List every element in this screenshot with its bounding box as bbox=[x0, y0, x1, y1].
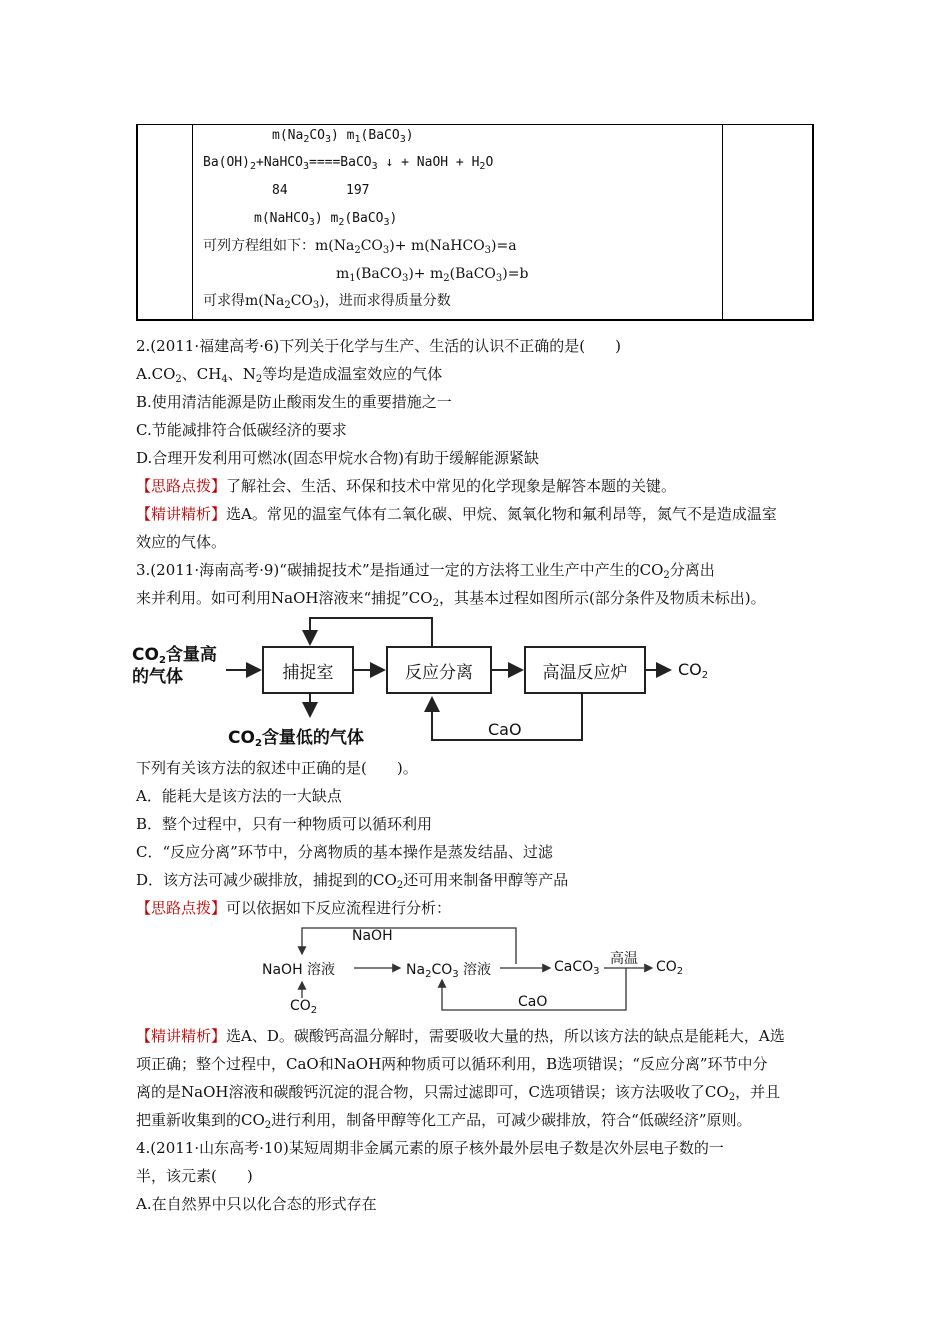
table-row-1: $m(Na_2CO_3)$ $m_1(BaCO_3)$ bbox=[272, 128, 414, 145]
q3-hint: 【思路点拨】可以依据如下反应流程进行分析： bbox=[136, 899, 452, 917]
q2-answer-2: 效应的气体。 bbox=[136, 533, 227, 551]
q2-stem: 2.(2011·福建高考·6)下列关于化学与生产、生活的认识不正确的是( ) bbox=[136, 337, 621, 355]
reaction-flow-diagram bbox=[260, 924, 700, 1020]
flow-high-temp-condition: 高温 bbox=[610, 951, 638, 967]
q2-option-d: D.合理开发利用可燃冰(固态甲烷水合物)有助于缓解能源紧缺 bbox=[136, 449, 539, 467]
q3-option-a: A．能耗大是该方法的一大缺点 bbox=[136, 787, 342, 805]
capture-process-diagram bbox=[130, 610, 730, 750]
q3-option-c: C．“反应分离”环节中，分离物质的基本操作是蒸发结晶、过滤 bbox=[136, 843, 553, 861]
table-row-4: m(NaHCO$_3$) $m_2(BaCO_3)$ bbox=[254, 211, 398, 228]
table-divider-left bbox=[192, 125, 193, 319]
q2-option-b: B.使用清洁能源是防止酸雨发生的重要措施之一 bbox=[136, 393, 452, 411]
q3-option-b: B．整个过程中，只有一种物质可以循环利用 bbox=[136, 815, 433, 833]
q4-stem-2: 半，该元素( ) bbox=[136, 1167, 253, 1185]
table-row-7: 可求得$m(Na_2CO_3)$，进而求得质量分数 bbox=[203, 293, 451, 311]
table-row-3b: 197 bbox=[346, 183, 370, 198]
flow-naoh-solution: NaOH 溶液 bbox=[262, 962, 336, 978]
flow-cao-label: CaO bbox=[518, 994, 548, 1010]
reaction-separation-box: 反应分离 bbox=[386, 646, 492, 694]
diagram-cao-label: CaO bbox=[488, 720, 522, 739]
q3-answer-1: 【精讲精析】选A、D。碳酸钙高温分解时，需要吸收大量的热，所以该方法的缺点是能耗大，A选 bbox=[136, 1027, 785, 1045]
flow-naoh-recycle-label: NaOH bbox=[352, 928, 393, 944]
high-temp-furnace-box: 高温反应炉 bbox=[524, 646, 646, 694]
hint-tag: 【思路点拨】 bbox=[136, 899, 227, 917]
diagram-output-label: $CO_2$ bbox=[678, 660, 709, 681]
answer-table bbox=[136, 124, 814, 321]
q3-stem-1: 3.(2011·海南高考·9)“碳捕捉技术”是指通过一定的方法将工业生产中产生的$CO_2$分离出 bbox=[136, 561, 715, 581]
q3-option-d: D．该方法可减少碳排放，捕捉到的$CO_2$还可用来制备甲醇等产品 bbox=[136, 871, 569, 891]
capture-chamber-box: 捕捉室 bbox=[262, 646, 354, 694]
q3-stem-2: 来并利用。如可利用NaOH溶液来“捕捉$”CO_2$，其基本过程如图所示(部分条件及物质未标出)。 bbox=[136, 589, 766, 609]
table-row-3a: 84 bbox=[272, 183, 288, 198]
q2-option-c: C.节能减排符合低碳经济的要求 bbox=[136, 421, 347, 439]
flow-co2-input: $CO_2$ bbox=[290, 998, 318, 1016]
table-row-2: $Ba(OH)_2+NaHCO_3====BaCO_3$ ↓ + NaOH + $H_2O$ bbox=[203, 155, 494, 172]
q4-stem-1: 4.(2011·山东高考·10)某短周期非金属元素的原子核外最外层电子数是次外层电子数的一 bbox=[136, 1139, 724, 1157]
q2-hint: 【思路点拨】了解社会、生活、环保和技术中常见的化学现象是解答本题的关键。 bbox=[136, 477, 677, 495]
answer-tag: 【精讲精析】 bbox=[136, 1027, 227, 1045]
q3-answer-4: 把重新收集到的$CO_2$进行利用，制备甲醇等化工产品，可减少碳排放，符合“低碳经济”原则。 bbox=[136, 1111, 752, 1131]
q2-answer-1: 【精讲精析】选A。常见的温室气体有二氧化碳、甲烷、氮氧化物和氟利昂等，氮气不是造成温室 bbox=[136, 505, 777, 523]
q4-option-a: A.在自然界中只以化合态的形式存在 bbox=[136, 1195, 377, 1213]
q2-option-a: $A.CO_2$、$CH_4$、$N_2$等均是造成温室效应的气体 bbox=[136, 365, 443, 385]
q3-answer-3: 离的是NaOH溶液和碳酸钙沉淀的混合物，只需过滤即可，C选项错误；该方法吸收了$CO_2$，并且 bbox=[136, 1083, 781, 1103]
diagram-input-label: $CO_2$含量高 的气体 bbox=[132, 645, 217, 687]
table-row-5: 可列方程组如下：$m(Na_2CO_3)+$ m(NaHCO$_3$)=a bbox=[203, 238, 517, 256]
diagram-low-co2-label: $CO_2$含量低的气体 bbox=[228, 728, 364, 749]
hint-tag: 【思路点拨】 bbox=[136, 477, 227, 495]
answer-tag: 【精讲精析】 bbox=[136, 505, 227, 523]
flow-co2-output: $CO_2$ bbox=[656, 959, 684, 977]
flow-caco3: CaCO$_3$ bbox=[554, 959, 600, 977]
q3-answer-2: 项正确；整个过程中，CaO和NaOH两种物质可以循环利用，B选项错误；“反应分离”环节中分 bbox=[136, 1055, 768, 1073]
q3-question: 下列有关该方法的叙述中正确的是( )。 bbox=[136, 759, 418, 777]
table-row-6: $m_1(BaCO_3)+$ $m_2(BaCO_3)=b$ bbox=[336, 266, 529, 284]
flow-na2co3-solution: $Na_2CO_3$ 溶液 bbox=[406, 962, 492, 980]
table-divider-right bbox=[722, 125, 723, 319]
